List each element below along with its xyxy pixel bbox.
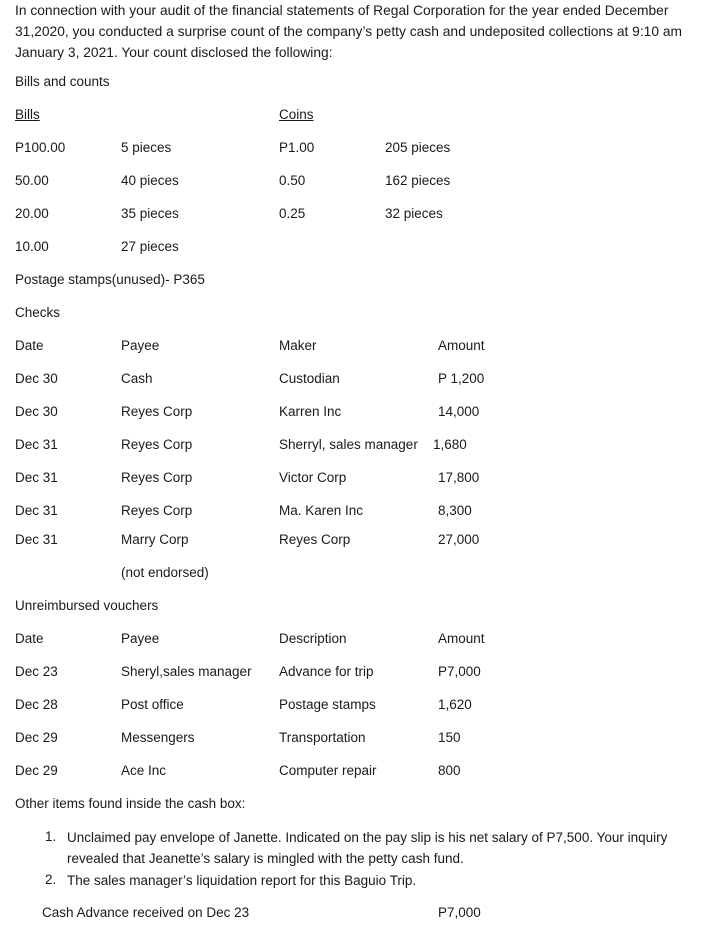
bill-count: 5 pieces	[121, 140, 172, 155]
check-amount: 1,680	[433, 437, 467, 452]
check-maker: Reyes Corp	[279, 532, 351, 547]
check-payee: Reyes Corp	[121, 404, 193, 419]
check-date: Dec 31	[15, 532, 58, 547]
voucher-date: Dec 29	[15, 763, 58, 778]
check-amount: P 1,200	[438, 371, 485, 386]
voucher-description: Postage stamps	[279, 697, 376, 712]
not-endorsed-note: (not endorsed)	[121, 565, 209, 580]
vouchers-col-description: Description	[279, 631, 347, 646]
check-date: Dec 30	[15, 371, 58, 386]
other-item	[45, 827, 695, 869]
check-payee: Reyes Corp	[121, 503, 193, 518]
check-date: Dec 31	[15, 503, 58, 518]
coin-denom: 0.50	[279, 173, 306, 188]
check-maker: Victor Corp	[279, 470, 347, 485]
other-item-number: 1.	[45, 829, 57, 844]
voucher-amount: 800	[438, 763, 461, 778]
check-payee: Reyes Corp	[121, 470, 193, 485]
bill-count: 35 pieces	[121, 206, 179, 221]
other-item-number: 2.	[45, 872, 57, 887]
check-maker: Karren Inc	[279, 404, 342, 419]
check-maker: Sherryl, sales manager	[279, 437, 418, 452]
check-amount: 14,000	[438, 404, 480, 419]
check-maker: Ma. Karen Inc	[279, 503, 364, 518]
check-payee: Marry Corp	[121, 532, 189, 547]
check-maker: Custodian	[279, 371, 340, 386]
coin-denom: P1.00	[279, 140, 315, 155]
cash-advance-amount: P7,000	[438, 905, 481, 920]
bills-header: Bills	[15, 107, 40, 122]
check-amount: 8,300	[438, 503, 472, 518]
bill-denom: P100.00	[15, 140, 66, 155]
bill-count: 27 pieces	[121, 239, 179, 254]
check-payee: Cash	[121, 371, 153, 386]
check-payee: Reyes Corp	[121, 437, 193, 452]
other-item	[45, 870, 695, 891]
bill-denom: 50.00	[15, 173, 49, 188]
voucher-payee: Ace Inc	[121, 763, 167, 778]
voucher-payee: Post office	[121, 697, 184, 712]
cash-advance-label: Cash Advance received on Dec 23	[42, 905, 250, 920]
other-item-text: The sales manager’s liquidation report for this Baguio Trip.	[67, 873, 417, 888]
coin-denom: 0.25	[279, 206, 306, 221]
vouchers-col-amount: Amount	[438, 631, 485, 646]
check-date: Dec 30	[15, 404, 58, 419]
voucher-description: Transportation	[279, 730, 366, 745]
voucher-amount: 1,620	[438, 697, 472, 712]
voucher-date: Dec 23	[15, 664, 58, 679]
intro-paragraph: In connection with your audit of the financial statements of Regal Corporation for the year ended December 31,2020, you conducted a surprise count of the company’s petty cash and undeposited collections at 9:10 am January 3, 2021. Your count disclosed the following:	[15, 3, 683, 60]
checks-heading: Checks	[15, 305, 61, 320]
voucher-payee: Sheryl,sales manager	[121, 664, 252, 679]
voucher-amount: 150	[438, 730, 461, 745]
check-date: Dec 31	[15, 437, 58, 452]
checks-col-maker: Maker	[279, 338, 317, 353]
coin-count: 162 pieces	[385, 173, 451, 188]
checks-col-amount: Amount	[438, 338, 485, 353]
coins-header: Coins	[279, 107, 314, 122]
bills-counts-heading: Bills and counts	[15, 74, 110, 89]
bill-denom: 20.00	[15, 206, 49, 221]
voucher-date: Dec 29	[15, 730, 58, 745]
bill-count: 40 pieces	[121, 173, 179, 188]
postage-stamps: Postage stamps(unused)- P365	[15, 272, 205, 287]
coin-count: 205 pieces	[385, 140, 451, 155]
check-amount: 27,000	[438, 532, 480, 547]
checks-col-payee: Payee	[121, 338, 160, 353]
voucher-description: Advance for trip	[279, 664, 374, 679]
voucher-amount: P7,000	[438, 664, 481, 679]
vouchers-col-payee: Payee	[121, 631, 160, 646]
other-item-text: Unclaimed pay envelope of Janette. Indicated on the pay slip is his net salary of P7,500. Your inquiry revealed that Jeanette’s salary is mingled with the petty cash fund.	[67, 830, 668, 866]
bill-denom: 10.00	[15, 239, 49, 254]
coin-count: 32 pieces	[385, 206, 443, 221]
other-items-heading: Other items found inside the cash box:	[15, 796, 246, 811]
vouchers-col-date: Date	[15, 631, 44, 646]
vouchers-heading: Unreimbursed vouchers	[15, 598, 159, 613]
check-date: Dec 31	[15, 470, 58, 485]
voucher-payee: Messengers	[121, 730, 195, 745]
check-amount: 17,800	[438, 470, 480, 485]
voucher-date: Dec 28	[15, 697, 58, 712]
checks-col-date: Date	[15, 338, 44, 353]
voucher-description: Computer repair	[279, 763, 377, 778]
